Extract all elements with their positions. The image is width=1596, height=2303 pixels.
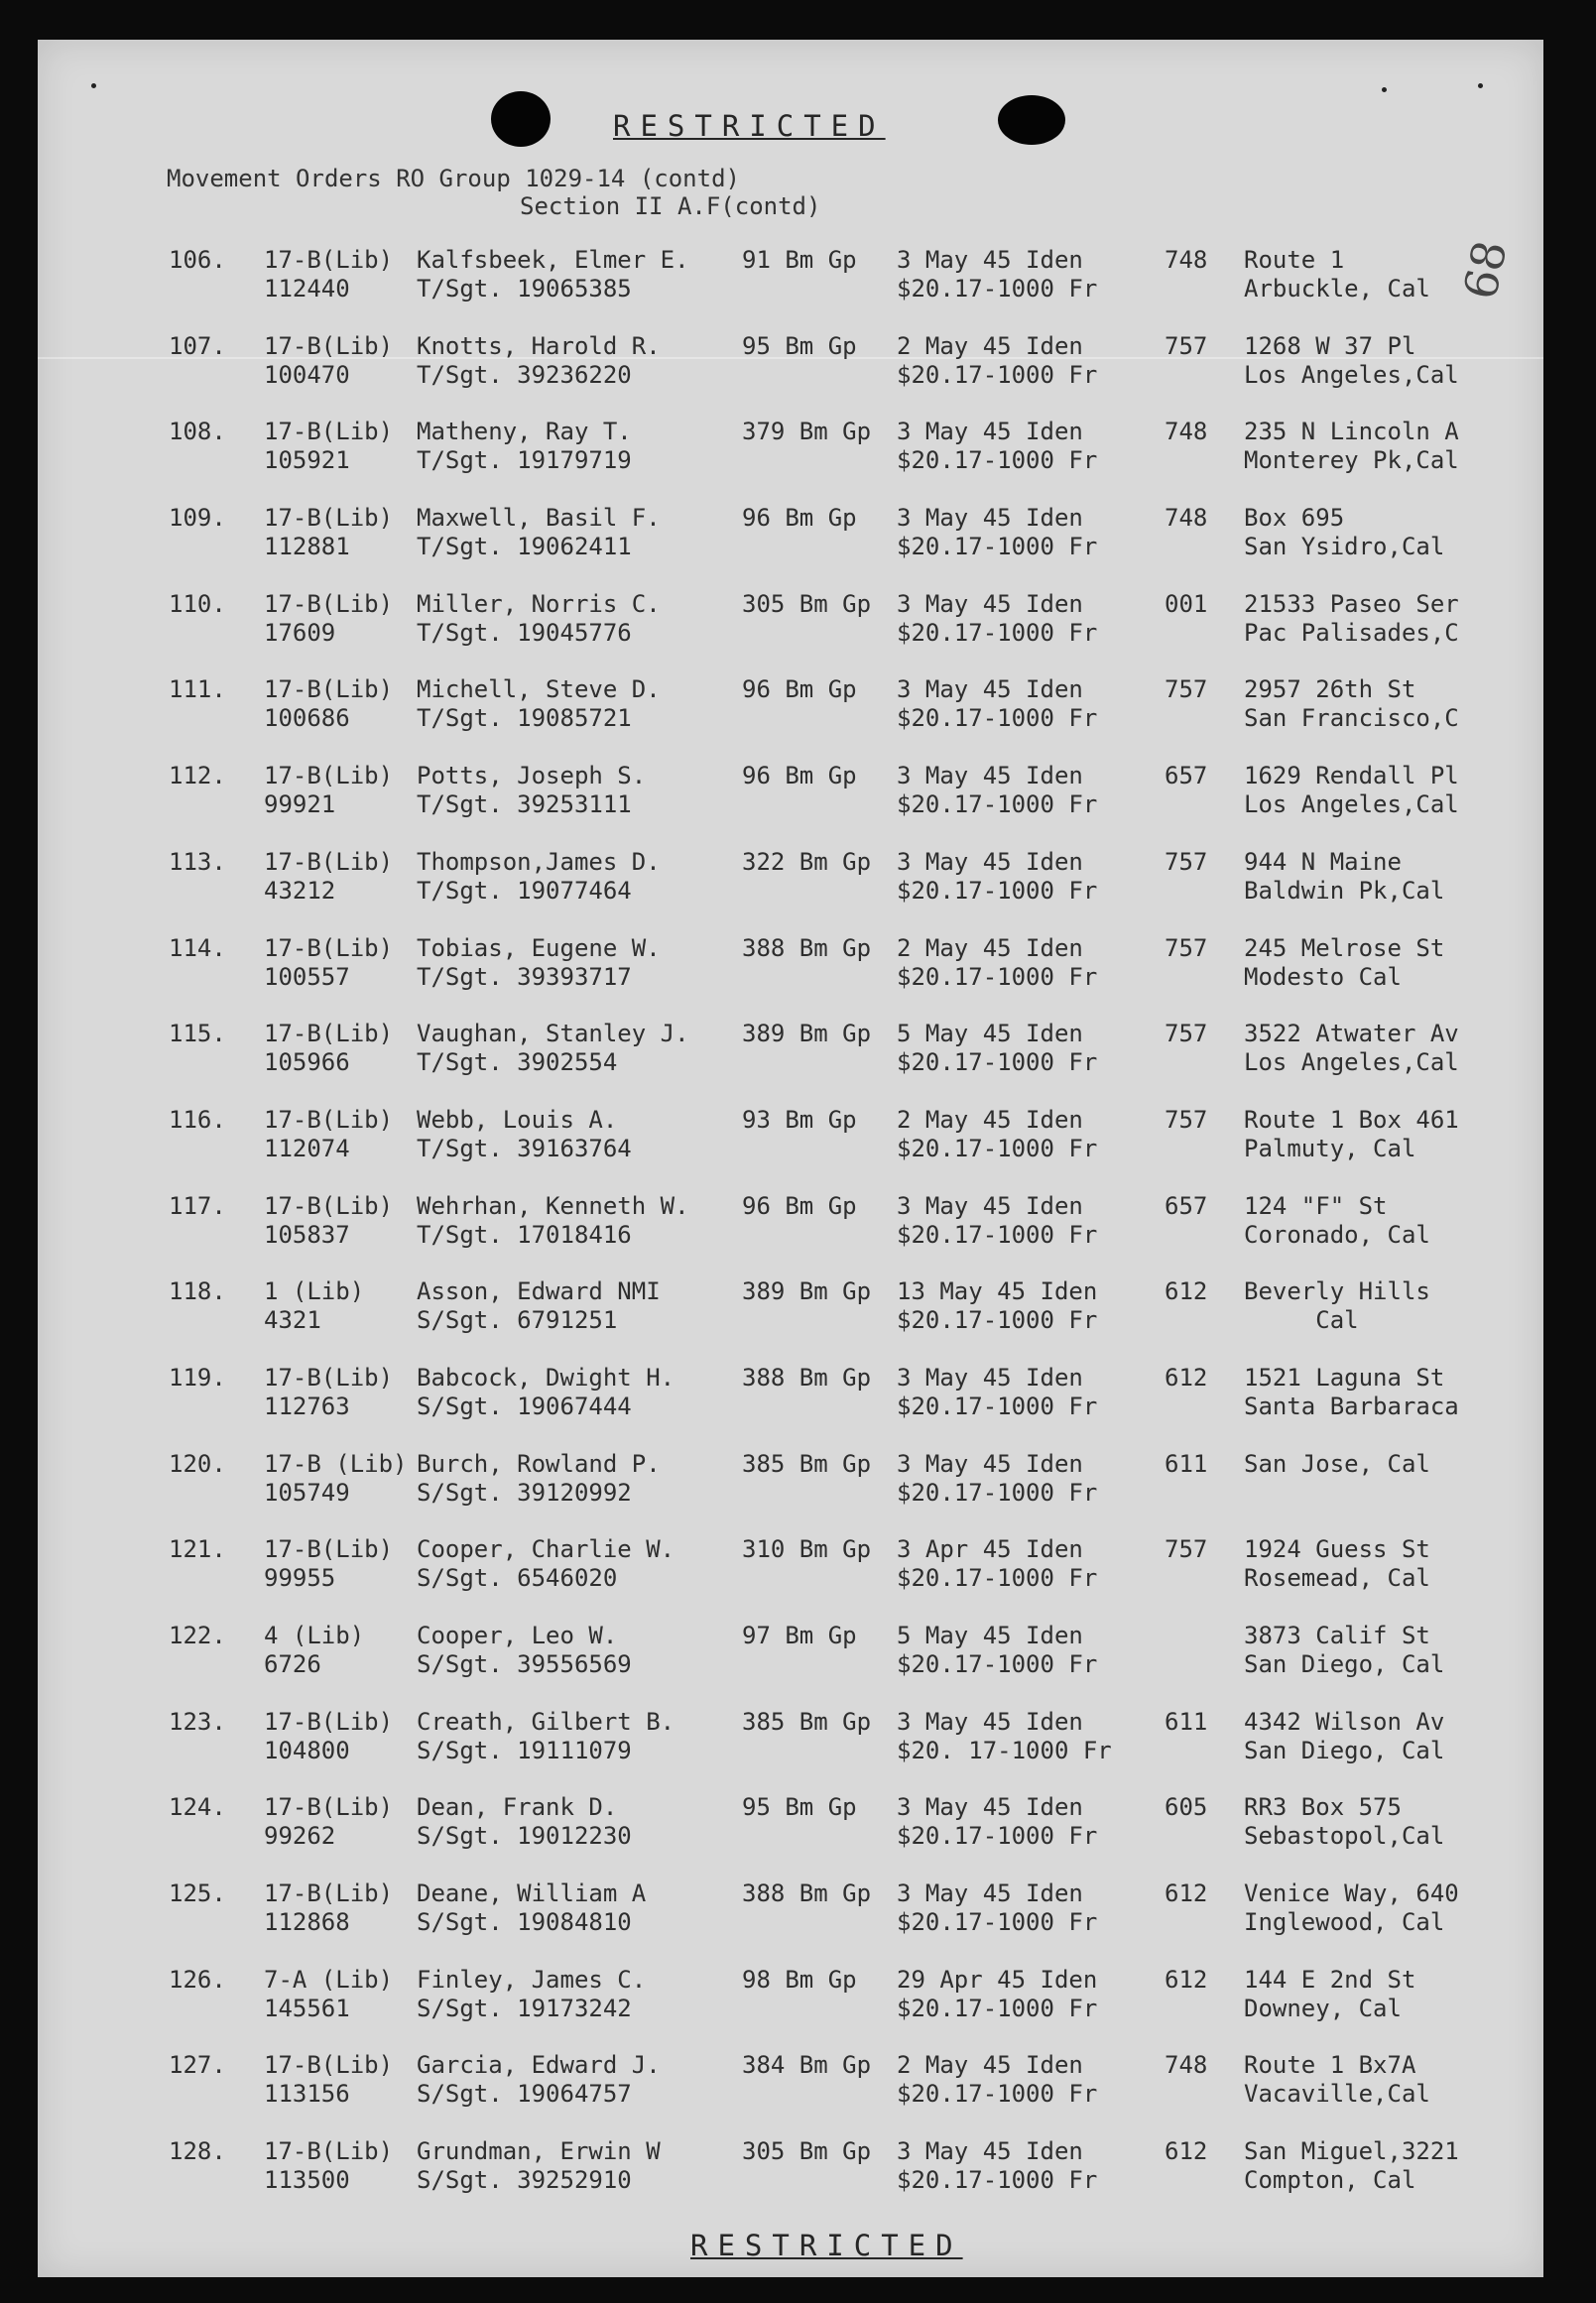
rank-serial: S/Sgt. 19012230	[417, 1822, 632, 1851]
list-item	[38, 1535, 1543, 1622]
aircraft-type: 17-B(Lib)	[264, 418, 394, 446]
aircraft-type: 17-B(Lib)	[264, 1191, 394, 1220]
mos-code: 001	[1165, 589, 1208, 618]
person-name: Creath, Gilbert B.	[417, 1707, 675, 1736]
list-item	[38, 1879, 1543, 1966]
rank-serial: T/Sgt. 19062411	[417, 533, 632, 561]
aircraft-type: 17-B(Lib)	[264, 1879, 394, 1908]
bomb-group: 388 Bm Gp	[742, 1363, 872, 1392]
return-date: 3 May 45 Iden	[897, 418, 1083, 446]
address-line-1: 4342 Wilson Av	[1244, 1707, 1445, 1736]
mos-code: 757	[1165, 675, 1208, 704]
document-title-line: Movement Orders RO Group 1029-14 (contd)	[167, 165, 740, 192]
aircraft-serial: 100470	[264, 360, 350, 389]
pay-rate: $20.17-1000 Fr	[897, 1392, 1098, 1420]
pay-rate: $20.17-1000 Fr	[897, 1564, 1098, 1593]
aircraft-type: 17-B(Lib)	[264, 331, 394, 360]
pay-rate: $20.17-1000 Fr	[897, 1220, 1098, 1249]
rank-serial: T/Sgt. 19179719	[417, 446, 632, 475]
entry-number: 125.	[169, 1879, 226, 1908]
aircraft-type: 17-B(Lib)	[264, 1020, 394, 1048]
aircraft-serial: 99921	[264, 790, 336, 819]
address-line-2: San Diego, Cal	[1244, 1736, 1445, 1764]
address-line-2: Pac Palisades,C	[1244, 618, 1459, 647]
address-line-2: Los Angeles,Cal	[1244, 1048, 1459, 1077]
pay-rate: $20.17-1000 Fr	[897, 618, 1098, 647]
punch-hole-left	[491, 91, 551, 147]
aircraft-serial: 99262	[264, 1822, 336, 1851]
bomb-group: 388 Bm Gp	[742, 933, 872, 962]
pay-rate: $20.17-1000 Fr	[897, 790, 1098, 819]
aircraft-type: 17-B(Lib)	[264, 246, 394, 274]
address-line-1: Box 695	[1244, 504, 1345, 533]
rank-serial: S/Sgt. 6791251	[417, 1306, 618, 1335]
aircraft-type: 17-B(Lib)	[264, 589, 394, 618]
bomb-group: 322 Bm Gp	[742, 847, 872, 876]
entry-number: 106.	[169, 246, 226, 274]
list-item	[38, 1020, 1543, 1106]
address-line-2: San Diego, Cal	[1244, 1650, 1445, 1678]
bomb-group: 95 Bm Gp	[742, 331, 857, 360]
bomb-group: 379 Bm Gp	[742, 418, 872, 446]
return-date: 2 May 45 Iden	[897, 933, 1083, 962]
person-name: Babcock, Dwight H.	[417, 1363, 675, 1392]
bomb-group: 98 Bm Gp	[742, 1965, 857, 1994]
address-line-1: 245 Melrose St	[1244, 933, 1445, 962]
mos-code: 757	[1165, 1105, 1208, 1134]
classification-header: RESTRICTED	[613, 109, 886, 143]
aircraft-type: 4 (Lib)	[264, 1622, 365, 1649]
return-date: 5 May 45 Iden	[897, 1622, 1083, 1649]
list-item	[38, 1106, 1543, 1192]
aircraft-serial: 145561	[264, 1994, 350, 2022]
mos-code: 611	[1165, 1707, 1208, 1736]
mos-code: 757	[1165, 1020, 1208, 1048]
mos-code: 748	[1165, 2051, 1208, 2080]
entry-number: 114.	[169, 933, 226, 962]
person-name: Garcia, Edward J.	[417, 2051, 661, 2080]
entry-number: 110.	[169, 589, 226, 618]
speck-mark	[91, 83, 96, 88]
aircraft-type: 17-B (Lib)	[264, 1449, 408, 1478]
aircraft-serial: 6726	[264, 1650, 321, 1678]
aircraft-type: 17-B(Lib)	[264, 1535, 394, 1564]
pay-rate: $20.17-1000 Fr	[897, 962, 1098, 991]
pay-rate: $20.17-1000 Fr	[897, 1994, 1098, 2022]
address-line-2: San Francisco,C	[1244, 704, 1459, 733]
return-date: 2 May 45 Iden	[897, 1105, 1083, 1134]
person-name: Michell, Steve D.	[417, 675, 661, 704]
address-line-2: Rosemead, Cal	[1244, 1564, 1430, 1593]
entry-number: 115.	[169, 1020, 226, 1048]
pay-rate: $20.17-1000 Fr	[897, 1306, 1098, 1335]
entry-number: 119.	[169, 1363, 226, 1392]
entry-number: 109.	[169, 504, 226, 533]
address-line-1: Beverly Hills	[1244, 1277, 1430, 1306]
rank-serial: T/Sgt. 17018416	[417, 1220, 632, 1249]
aircraft-serial: 112881	[264, 533, 350, 561]
return-date: 3 May 45 Iden	[897, 847, 1083, 876]
return-date: 3 May 45 Iden	[897, 2137, 1083, 2166]
handwritten-page-number: 68	[1452, 235, 1518, 304]
rank-serial: S/Sgt. 19084810	[417, 1908, 632, 1937]
bomb-group: 97 Bm Gp	[742, 1622, 857, 1649]
list-item	[38, 246, 1543, 332]
address-line-1: 1521 Laguna St	[1244, 1363, 1445, 1392]
aircraft-type: 17-B(Lib)	[264, 2051, 394, 2080]
address-line-1: Route 1	[1244, 246, 1345, 274]
aircraft-serial: 112868	[264, 1908, 350, 1937]
address-line-2: Coronado, Cal	[1244, 1220, 1430, 1249]
rank-serial: T/Sgt. 19085721	[417, 704, 632, 733]
mos-code: 612	[1165, 1277, 1208, 1306]
entry-number: 122.	[169, 1622, 226, 1649]
address-line-2: Inglewood, Cal	[1244, 1908, 1445, 1937]
aircraft-serial: 105921	[264, 446, 350, 475]
person-name: Kalfsbeek, Elmer E.	[417, 246, 689, 274]
bomb-group: 385 Bm Gp	[742, 1707, 872, 1736]
pay-rate: $20.17-1000 Fr	[897, 704, 1098, 733]
address-line-1: 2957 26th St	[1244, 675, 1416, 704]
person-name: Asson, Edward NMI	[417, 1277, 661, 1306]
entry-number: 123.	[169, 1707, 226, 1736]
pay-rate: $20.17-1000 Fr	[897, 1822, 1098, 1851]
mos-code: 612	[1165, 1965, 1208, 1994]
punch-hole-right	[998, 95, 1065, 145]
aircraft-serial: 104800	[264, 1736, 350, 1764]
speck-mark	[1382, 87, 1387, 92]
address-line-1: 944 N Maine	[1244, 847, 1402, 876]
list-item	[38, 332, 1543, 419]
aircraft-type: 17-B(Lib)	[264, 1105, 394, 1134]
address-line-2: Baldwin Pk,Cal	[1244, 876, 1445, 905]
rank-serial: S/Sgt. 19064757	[417, 2080, 632, 2109]
address-line-1: 3522 Atwater Av	[1244, 1020, 1459, 1048]
mos-code: 748	[1165, 418, 1208, 446]
person-name: Matheny, Ray T.	[417, 418, 632, 446]
return-date: 2 May 45 Iden	[897, 2051, 1083, 2080]
aircraft-serial: 100686	[264, 704, 350, 733]
rank-serial: T/Sgt. 19077464	[417, 876, 632, 905]
mos-code: 657	[1165, 762, 1208, 790]
entry-number: 126.	[169, 1965, 226, 1994]
return-date: 3 May 45 Iden	[897, 1191, 1083, 1220]
aircraft-serial: 105966	[264, 1048, 350, 1077]
entry-number: 118.	[169, 1277, 226, 1306]
mos-code: 757	[1165, 331, 1208, 360]
address-line-2: Cal	[1244, 1306, 1359, 1335]
aircraft-type: 17-B(Lib)	[264, 1793, 394, 1822]
person-name: Maxwell, Basil F.	[417, 504, 661, 533]
pay-rate: $20.17-1000 Fr	[897, 1650, 1098, 1678]
pay-rate: $20.17-1000 Fr	[897, 1134, 1098, 1162]
rank-serial: T/Sgt. 39236220	[417, 360, 632, 389]
speck-mark	[1478, 83, 1483, 88]
address-line-1: Route 1 Bx7A	[1244, 2051, 1416, 2080]
return-date: 3 May 45 Iden	[897, 762, 1083, 790]
person-name: Knotts, Harold R.	[417, 331, 661, 360]
list-item	[38, 1364, 1543, 1450]
mos-code: 748	[1165, 246, 1208, 274]
list-item	[38, 848, 1543, 934]
aircraft-serial: 4321	[264, 1306, 321, 1335]
return-date: 3 May 45 Iden	[897, 1449, 1083, 1478]
rank-serial: S/Sgt. 39120992	[417, 1478, 632, 1507]
mos-code: 612	[1165, 1879, 1208, 1908]
pay-rate: $20.17-1000 Fr	[897, 360, 1098, 389]
rank-serial: T/Sgt. 19045776	[417, 618, 632, 647]
mos-code: 612	[1165, 1363, 1208, 1392]
aircraft-type: 17-B(Lib)	[264, 847, 394, 876]
list-item	[38, 2137, 1543, 2224]
address-line-2: Arbuckle, Cal	[1244, 275, 1430, 303]
aircraft-serial: 17609	[264, 618, 336, 647]
rank-serial: T/Sgt. 39393717	[417, 962, 632, 991]
rank-serial: S/Sgt. 39252910	[417, 2166, 632, 2195]
list-item	[38, 1192, 1543, 1278]
aircraft-type: 17-B(Lib)	[264, 762, 394, 790]
person-name: Webb, Louis A.	[417, 1105, 618, 1134]
address-line-2: Palmuty, Cal	[1244, 1134, 1416, 1162]
aircraft-serial: 43212	[264, 876, 336, 905]
person-name: Wehrhan, Kenneth W.	[417, 1191, 689, 1220]
list-item	[38, 1708, 1543, 1794]
aircraft-serial: 112763	[264, 1392, 350, 1420]
address-line-2: Los Angeles,Cal	[1244, 360, 1459, 389]
list-item	[38, 675, 1543, 762]
entry-number: 121.	[169, 1535, 226, 1564]
address-line-1: San Miguel,3221	[1244, 2137, 1459, 2166]
return-date: 3 May 45 Iden	[897, 589, 1083, 618]
return-date: 3 Apr 45 Iden	[897, 1535, 1083, 1564]
aircraft-serial: 113156	[264, 2080, 350, 2109]
address-line-2: San Ysidro,Cal	[1244, 533, 1445, 561]
aircraft-type: 1 (Lib)	[264, 1277, 365, 1306]
pay-rate: $20. 17-1000 Fr	[897, 1736, 1112, 1764]
list-item	[38, 934, 1543, 1021]
rank-serial: S/Sgt. 39556569	[417, 1650, 632, 1678]
address-line-1: 124 "F" St	[1244, 1191, 1388, 1220]
entry-number: 117.	[169, 1191, 226, 1220]
mos-code: 605	[1165, 1793, 1208, 1822]
address-line-2: Downey, Cal	[1244, 1994, 1402, 2022]
rank-serial: T/Sgt. 3902554	[417, 1048, 618, 1077]
bomb-group: 384 Bm Gp	[742, 2051, 872, 2080]
pay-rate: $20.17-1000 Fr	[897, 2080, 1098, 2109]
bomb-group: 389 Bm Gp	[742, 1277, 872, 1306]
person-name: Vaughan, Stanley J.	[417, 1020, 689, 1048]
return-date: 3 May 45 Iden	[897, 1879, 1083, 1908]
bomb-group: 96 Bm Gp	[742, 504, 857, 533]
list-item	[38, 1277, 1543, 1364]
address-line-1: Venice Way, 640	[1244, 1879, 1459, 1908]
person-name: Burch, Rowland P.	[417, 1449, 661, 1478]
bomb-group: 96 Bm Gp	[742, 762, 857, 790]
rank-serial: T/Sgt. 39253111	[417, 790, 632, 819]
entry-number: 113.	[169, 847, 226, 876]
address-line-1: 1924 Guess St	[1244, 1535, 1430, 1564]
address-line-1: RR3 Box 575	[1244, 1793, 1402, 1822]
rank-serial: T/Sgt. 19065385	[417, 275, 632, 303]
aircraft-serial: 112074	[264, 1134, 350, 1162]
bomb-group: 389 Bm Gp	[742, 1020, 872, 1048]
pay-rate: $20.17-1000 Fr	[897, 1478, 1098, 1507]
address-line-1: Route 1 Box 461	[1244, 1105, 1459, 1134]
list-item	[38, 762, 1543, 848]
classification-footer: RESTRICTED	[690, 2229, 963, 2262]
pay-rate: $20.17-1000 Fr	[897, 1908, 1098, 1937]
person-name: Finley, James C.	[417, 1965, 647, 1994]
address-line-2: Modesto Cal	[1244, 962, 1402, 991]
mos-code: 748	[1165, 504, 1208, 533]
pay-rate: $20.17-1000 Fr	[897, 275, 1098, 303]
entry-number: 124.	[169, 1793, 226, 1822]
return-date: 5 May 45 Iden	[897, 1020, 1083, 1048]
personnel-list	[38, 246, 1543, 2224]
rank-serial: S/Sgt. 6546020	[417, 1564, 618, 1593]
person-name: Deane, William A	[417, 1879, 647, 1908]
mos-code: 757	[1165, 933, 1208, 962]
person-name: Tobias, Eugene W.	[417, 933, 661, 962]
mos-code: 612	[1165, 2137, 1208, 2166]
bomb-group: 96 Bm Gp	[742, 675, 857, 704]
return-date: 2 May 45 Iden	[897, 331, 1083, 360]
address-line-2: Los Angeles,Cal	[1244, 790, 1459, 819]
mos-code: 757	[1165, 1535, 1208, 1564]
return-date: 29 Apr 45 Iden	[897, 1965, 1098, 1994]
aircraft-type: 17-B(Lib)	[264, 1707, 394, 1736]
entry-number: 107.	[169, 331, 226, 360]
bomb-group: 91 Bm Gp	[742, 246, 857, 274]
address-line-1: 144 E 2nd St	[1244, 1965, 1416, 1994]
aircraft-serial: 113500	[264, 2166, 350, 2195]
list-item	[38, 2051, 1543, 2137]
aircraft-serial: 112440	[264, 275, 350, 303]
entry-number: 128.	[169, 2137, 226, 2166]
pay-rate: $20.17-1000 Fr	[897, 533, 1098, 561]
address-line-1: 21533 Paseo Ser	[1244, 589, 1459, 618]
return-date: 3 May 45 Iden	[897, 246, 1083, 274]
list-item	[38, 1450, 1543, 1536]
return-date: 3 May 45 Iden	[897, 675, 1083, 704]
list-item	[38, 590, 1543, 676]
entry-number: 108.	[169, 418, 226, 446]
address-line-2: Vacaville,Cal	[1244, 2080, 1430, 2109]
section-title-line: Section II A.F(contd)	[520, 192, 821, 220]
pay-rate: $20.17-1000 Fr	[897, 876, 1098, 905]
aircraft-type: 17-B(Lib)	[264, 933, 394, 962]
address-line-1: 235 N Lincoln A	[1244, 418, 1459, 446]
person-name: Cooper, Charlie W.	[417, 1535, 675, 1564]
person-name: Miller, Norris C.	[417, 589, 661, 618]
return-date: 3 May 45 Iden	[897, 1363, 1083, 1392]
entry-number: 120.	[169, 1449, 226, 1478]
list-item	[38, 504, 1543, 590]
bomb-group: 385 Bm Gp	[742, 1449, 872, 1478]
bomb-group: 305 Bm Gp	[742, 589, 872, 618]
address-line-2: Monterey Pk,Cal	[1244, 446, 1459, 475]
aircraft-type: 17-B(Lib)	[264, 675, 394, 704]
return-date: 3 May 45 Iden	[897, 1793, 1083, 1822]
return-date: 3 May 45 Iden	[897, 504, 1083, 533]
aircraft-type: 17-B(Lib)	[264, 1363, 394, 1392]
bomb-group: 96 Bm Gp	[742, 1191, 857, 1220]
person-name: Dean, Frank D.	[417, 1793, 618, 1822]
entry-number: 116.	[169, 1105, 226, 1134]
bomb-group: 388 Bm Gp	[742, 1879, 872, 1908]
pay-rate: $20.17-1000 Fr	[897, 446, 1098, 475]
aircraft-serial: 100557	[264, 962, 350, 991]
pay-rate: $20.17-1000 Fr	[897, 1048, 1098, 1077]
person-name: Cooper, Leo W.	[417, 1622, 618, 1649]
rank-serial: S/Sgt. 19067444	[417, 1392, 632, 1420]
address-line-2: Santa Barbaraca	[1244, 1392, 1459, 1420]
list-item	[38, 1793, 1543, 1879]
rank-serial: S/Sgt. 19173242	[417, 1994, 632, 2022]
rank-serial: S/Sgt. 19111079	[417, 1736, 632, 1764]
pay-rate: $20.17-1000 Fr	[897, 2166, 1098, 2195]
bomb-group: 310 Bm Gp	[742, 1535, 872, 1564]
aircraft-serial: 105749	[264, 1478, 350, 1507]
person-name: Thompson,James D.	[417, 847, 661, 876]
aircraft-serial: 105837	[264, 1220, 350, 1249]
entry-number: 127.	[169, 2051, 226, 2080]
address-line-1: 3873 Calif St	[1244, 1622, 1430, 1649]
bomb-group: 93 Bm Gp	[742, 1105, 857, 1134]
person-name: Potts, Joseph S.	[417, 762, 647, 790]
mos-code: 611	[1165, 1449, 1208, 1478]
aircraft-serial: 99955	[264, 1564, 336, 1593]
aircraft-type: 7-A (Lib)	[264, 1965, 394, 1994]
list-item	[38, 418, 1543, 504]
person-name: Grundman, Erwin W	[417, 2137, 661, 2166]
return-date: 13 May 45 Iden	[897, 1277, 1098, 1306]
aircraft-type: 17-B(Lib)	[264, 504, 394, 533]
mos-code: 757	[1165, 847, 1208, 876]
address-line-1: 1268 W 37 Pl	[1244, 331, 1416, 360]
list-item	[38, 1966, 1543, 2052]
entry-number: 112.	[169, 762, 226, 790]
entry-number: 111.	[169, 675, 226, 704]
return-date: 3 May 45 Iden	[897, 1707, 1083, 1736]
address-line-1: 1629 Rendall Pl	[1244, 762, 1459, 790]
aircraft-type: 17-B(Lib)	[264, 2137, 394, 2166]
mos-code: 657	[1165, 1191, 1208, 1220]
bomb-group: 95 Bm Gp	[742, 1793, 857, 1822]
address-line-1: San Jose, Cal	[1244, 1449, 1430, 1478]
address-line-2: Compton, Cal	[1244, 2166, 1416, 2195]
list-item	[38, 1622, 1543, 1708]
address-line-2: Sebastopol,Cal	[1244, 1822, 1445, 1851]
document-page	[38, 40, 1543, 2277]
rank-serial: T/Sgt. 39163764	[417, 1134, 632, 1162]
bomb-group: 305 Bm Gp	[742, 2137, 872, 2166]
